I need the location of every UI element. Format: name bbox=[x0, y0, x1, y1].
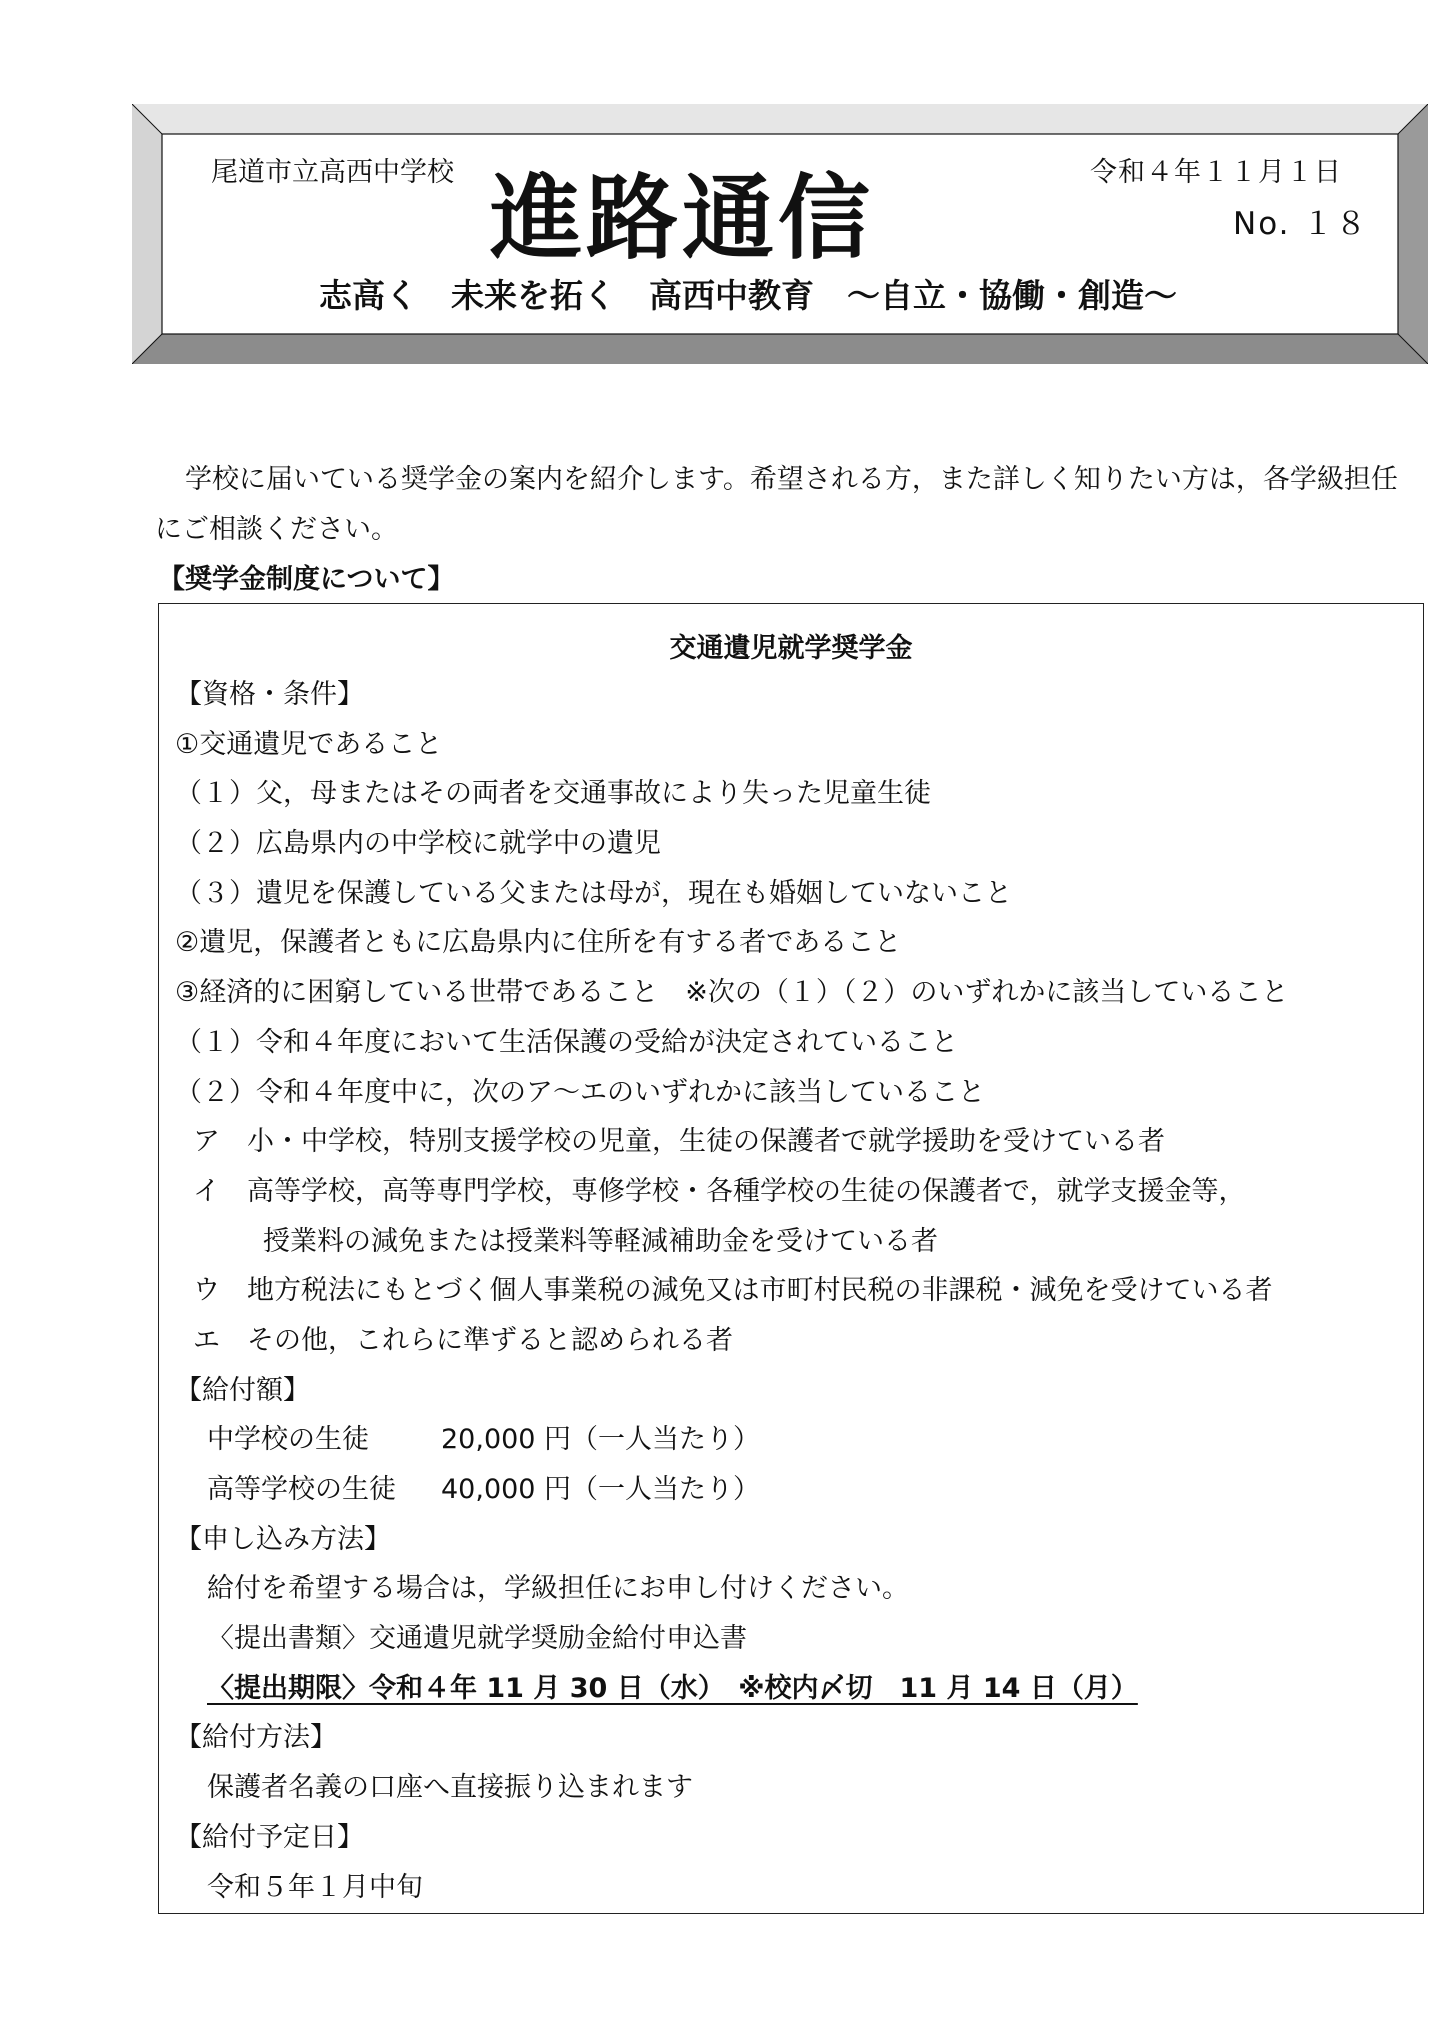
section-heading: 【奨学金制度について】 bbox=[158, 564, 455, 595]
condition-1: ①交通遺児であること bbox=[175, 728, 443, 760]
amount-high-value: 40,000 円（一人当たり） bbox=[441, 1474, 761, 1505]
payment-date-heading: 【給付予定日】 bbox=[175, 1821, 364, 1853]
condition-1-2: （２）広島県内の中学校に就学中の遺児 bbox=[175, 828, 661, 860]
newsletter-title: 進路通信 bbox=[490, 164, 875, 272]
school-motto: 志高く 未来を拓く 高西中教育 ～自立・協働・創造～ bbox=[319, 276, 1177, 315]
scholarship-box bbox=[158, 603, 1424, 1914]
payment-date-text: 令和５年１月中旬 bbox=[207, 1871, 423, 1903]
scholarship-details bbox=[175, 670, 1288, 1912]
intro-text: 学校に届いている奨学金の案内を紹介します。希望される方，また詳しく知りたい方は，各学級担任にご相談ください。 bbox=[155, 464, 1398, 545]
issue-number: No. １８ bbox=[1233, 206, 1369, 242]
item-a: ア 小・中学校，特別支援学校の児童，生徒の保護者で就学援助を受けている者 bbox=[193, 1126, 1165, 1158]
intro-paragraph bbox=[155, 455, 1405, 555]
condition-1-3: （３）遺児を保護している父または母が，現在も婚姻していないこと bbox=[175, 877, 1012, 909]
payment-method-heading: 【給付方法】 bbox=[175, 1722, 337, 1754]
amount-middle-school bbox=[175, 1415, 1288, 1465]
condition-1-1: （１）父，母またはその両者を交通事故により失った児童生徒 bbox=[175, 778, 931, 810]
amount-middle-value: 20,000 円（一人当たり） bbox=[441, 1424, 761, 1456]
condition-3-2: （２）令和４年度中に，次のア～エのいずれかに該当していること bbox=[175, 1076, 985, 1108]
apply-text: 給付を希望する場合は，学級担任にお申し付けください。 bbox=[207, 1573, 909, 1605]
scholarship-title: 交通遺児就学奨学金 bbox=[669, 633, 913, 664]
item-u: ウ 地方税法にもとづく個人事業税の減免又は市町村民税の非課税・減免を受けている者 bbox=[193, 1275, 1273, 1307]
submission-documents: 〈提出書類〉交通遺児就学奨励金給付申込書 bbox=[207, 1623, 747, 1655]
amount-high-school bbox=[175, 1465, 1288, 1515]
item-i: イ 高等学校，高等専門学校，専修学校・各種学校の生徒の保護者で，就学支援金等， bbox=[193, 1175, 1246, 1207]
amount-heading: 【給付額】 bbox=[175, 1374, 310, 1406]
condition-3-1: （１）令和４年度において生活保護の受給が決定されていること bbox=[175, 1026, 958, 1058]
submission-deadline: 〈提出期限〉令和４年 11 月 30 日（水） ※校内〆切 11 月 14 日（月） bbox=[207, 1672, 1138, 1704]
item-i-continued: 授業料の減免または授業料等軽減補助金を受けている者 bbox=[263, 1225, 938, 1257]
apply-heading: 【申し込み方法】 bbox=[175, 1523, 391, 1555]
amount-high-label: 高等学校の生徒 bbox=[207, 1474, 396, 1505]
condition-3: ③経済的に困窮している世帯であること ※次の（１）（２）のいずれかに該当していること bbox=[175, 977, 1289, 1009]
issue-date: 令和４年１１月１日 bbox=[1090, 157, 1342, 188]
eligibility-heading: 【資格・条件】 bbox=[175, 679, 364, 710]
item-e: エ その他，これらに準ずると認められる者 bbox=[193, 1324, 733, 1356]
payment-method-text: 保護者名義の口座へ直接振り込まれます bbox=[207, 1772, 693, 1804]
school-name: 尾道市立高西中学校 bbox=[211, 157, 454, 188]
condition-2: ②遺児，保護者ともに広島県内に住所を有する者であること bbox=[175, 927, 902, 959]
amount-middle-label: 中学校の生徒 bbox=[207, 1424, 369, 1456]
